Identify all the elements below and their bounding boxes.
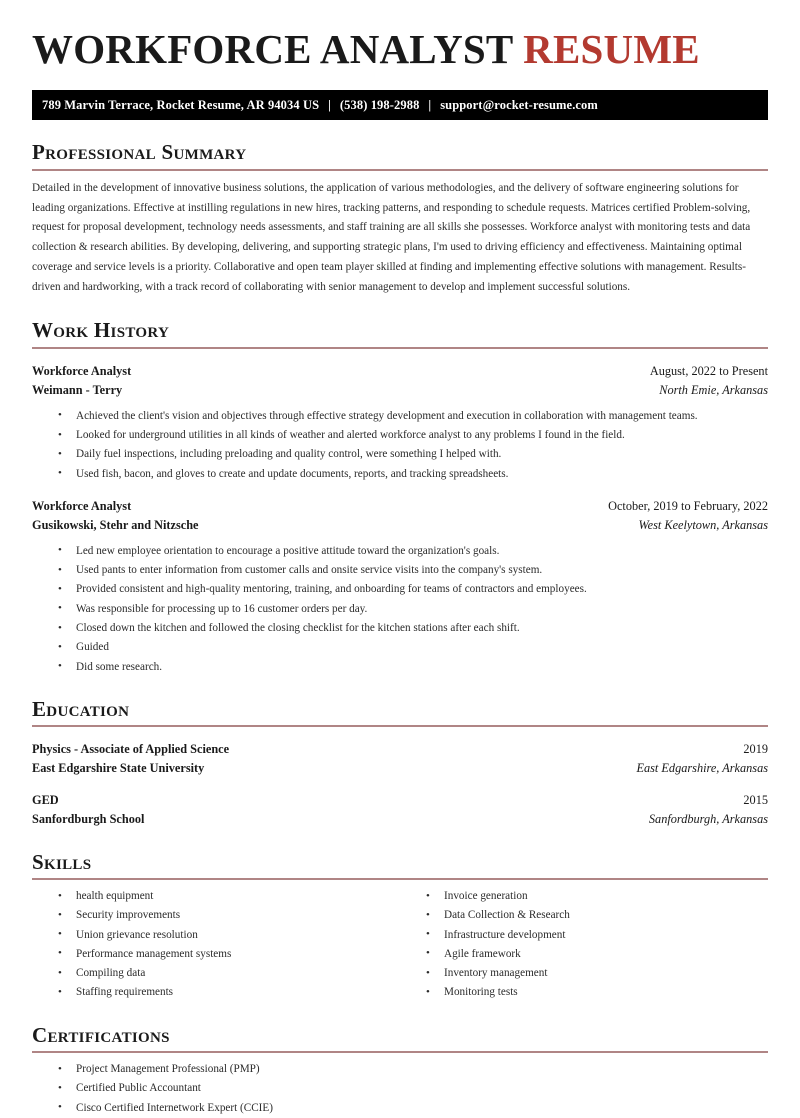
education-year: 2015 <box>743 793 768 808</box>
education-degree: Physics - Associate of Applied Science <box>32 742 230 757</box>
skills-list-left <box>32 887 400 1003</box>
resume-title-main: WORKFORCE ANALYST <box>32 26 513 72</box>
list-item: • Performance management systems <box>54 945 400 964</box>
list-item: • Monitoring tests <box>422 983 768 1002</box>
certifications-list <box>32 1060 768 1118</box>
contact-address: 789 Marvin Terrace, Rocket Resume, AR 94034 US <box>42 97 320 112</box>
job-company: Weimann - Terry <box>32 382 123 397</box>
education-school: East Edgarshire State University <box>32 761 205 776</box>
skills-columns <box>32 887 768 1003</box>
resume-title-accent: RESUME <box>523 26 700 72</box>
list-item: • Project Management Professional (PMP) <box>54 1060 768 1079</box>
education-entry <box>32 791 768 829</box>
education-school: Sanfordburgh School <box>32 812 145 827</box>
work-entry <box>32 497 768 677</box>
education-entry <box>32 740 768 778</box>
work-entry-title-row <box>32 362 768 381</box>
skills-column-right <box>400 887 768 1003</box>
contact-email[interactable]: support@rocket-resume.com <box>440 97 598 112</box>
list-item: • Security improvements <box>54 906 400 925</box>
education-school-row <box>32 810 768 829</box>
education-degree: GED <box>32 793 59 808</box>
section-skills <box>32 851 768 1003</box>
job-dates: August, 2022 to Present <box>649 363 768 378</box>
section-divider <box>32 725 768 727</box>
job-title: Workforce Analyst <box>32 363 132 378</box>
job-bullet-list <box>32 542 768 677</box>
education-location: East Edgarshire, Arkansas <box>636 761 768 776</box>
section-certifications <box>32 1024 768 1118</box>
job-bullet-list <box>32 407 768 484</box>
education-location: Sanfordburgh, Arkansas <box>648 812 768 827</box>
list-item: • Union grievance resolution <box>54 926 400 945</box>
work-entry-company-row <box>32 516 768 535</box>
education-school-row <box>32 759 768 778</box>
list-item: • Invoice generation <box>422 887 768 906</box>
section-heading-work-history: Work History <box>32 318 170 343</box>
work-entry-company-row <box>32 381 768 400</box>
section-heading-education: Education <box>32 696 130 721</box>
skills-list-right <box>400 887 768 1003</box>
list-item: • Used fish, bacon, and gloves to create and update documents, reports, and tracking spreadsheets. <box>54 465 768 484</box>
education-year: 2019 <box>743 742 768 757</box>
job-location: North Emie, Arkansas <box>659 382 768 397</box>
list-item: • Agile framework <box>422 945 768 964</box>
education-degree-row <box>32 740 768 759</box>
education-degree-row <box>32 791 768 810</box>
section-heading-professional-summary: Professional Summary <box>32 140 247 165</box>
contact-bar <box>32 90 768 120</box>
list-item: • Closed down the kitchen and followed the closing checklist for the kitchen stations after each shift. <box>54 619 768 638</box>
list-item: • Provided consistent and high-quality mentoring, training, and onboarding for teams of contractors and employees. <box>54 580 768 599</box>
section-education <box>32 698 768 830</box>
section-professional-summary <box>32 141 768 298</box>
contact-phone[interactable]: (538) 198-2988 <box>339 97 420 112</box>
list-item: • Used pants to enter information from customer calls and onsite service visits into the company's system. <box>54 561 768 580</box>
contact-separator-1: | <box>328 97 331 112</box>
work-entry <box>32 362 768 484</box>
section-divider <box>32 347 768 349</box>
job-location: West Keelytown, Arkansas <box>638 517 768 532</box>
job-dates: October, 2019 to February, 2022 <box>608 498 768 513</box>
work-entry-title-row <box>32 497 768 516</box>
section-heading-skills: Skills <box>32 849 92 874</box>
list-item: • Was responsible for processing up to 16 customer orders per day. <box>54 600 768 619</box>
list-item: • health equipment <box>54 887 400 906</box>
list-item: • Infrastructure development <box>422 926 768 945</box>
list-item: • Cisco Certified Internetwork Expert (CCIE) <box>54 1099 768 1118</box>
list-item: • Guided <box>54 638 768 657</box>
contact-separator-2: | <box>428 97 432 112</box>
professional-summary-text: Detailed in the development of innovative business solutions, the application of various methodologies, and the delivery of software engineering solutions for leading organizations. Effective at instilling regulations in new hires, tracking patterns, and responding to schedule requests. Matrices certified Problem-solving, request for proposal development, technology needs assessments, and staff training are all skills she possesses. Workforce analyst with monitoring tests and data collection & research abilities. By developing, delivering, and supporting strategic plans, I'm used to driving efficiency and effectiveness. Maintaining optimal coverage and service levels is a priority. Collaborative and open team player skilled at finding and implementing effective solutions with management. Results-driven and hardworking, with a track record of collaborating with senior management to develop and implement successful solutions. <box>32 181 751 294</box>
job-company: Gusikowski, Stehr and Nitzsche <box>32 517 199 532</box>
section-divider <box>32 169 768 171</box>
list-item: • Certified Public Accountant <box>54 1079 768 1098</box>
section-divider <box>32 878 768 880</box>
list-item: • Staffing requirements <box>54 983 400 1002</box>
list-item: • Did some research. <box>54 658 768 677</box>
list-item: • Inventory management <box>422 964 768 983</box>
list-item: • Data Collection & Research <box>422 906 768 925</box>
list-item: • Daily fuel inspections, including preloading and quality control, were something I helped with. <box>54 445 768 464</box>
section-divider <box>32 1051 768 1053</box>
section-work-history <box>32 319 768 677</box>
resume-title <box>32 28 768 71</box>
list-item: • Compiling data <box>54 964 400 983</box>
list-item: • Looked for underground utilities in all kinds of weather and alerted workforce analyst to any problems I found in the field. <box>54 426 768 445</box>
section-heading-certifications: Certifications <box>32 1022 170 1047</box>
job-title: Workforce Analyst <box>32 498 132 513</box>
list-item: • Led new employee orientation to encourage a positive attitude toward the organization's goals. <box>54 542 768 561</box>
list-item: • Achieved the client's vision and objectives through effective strategy development and execution in collaboration with management teams. <box>54 407 768 426</box>
skills-column-left <box>32 887 400 1003</box>
